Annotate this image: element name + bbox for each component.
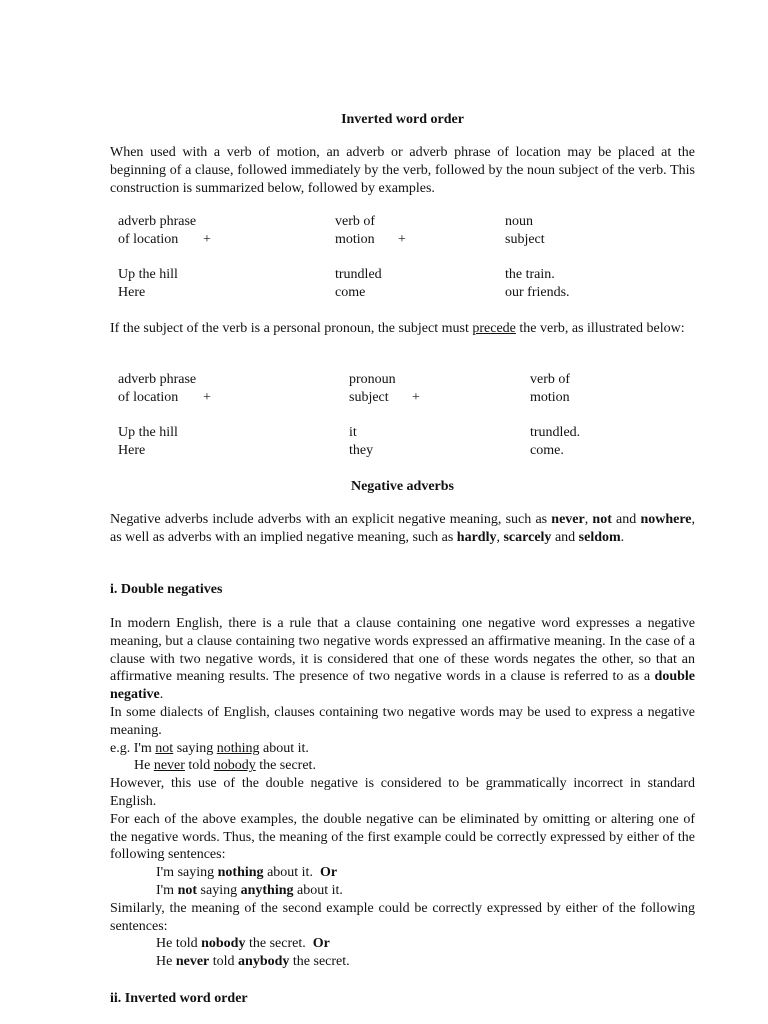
construction-table-pronoun (118, 371, 678, 460)
table-header-cell: subject (505, 231, 545, 247)
text-run: I'm (156, 882, 178, 898)
text-run: and (551, 529, 579, 545)
table-header-cell: motion (335, 231, 375, 247)
table-header-cell: of location (118, 389, 179, 405)
heading-negative-adverbs: Negative adverbs (350, 479, 455, 494)
text-run: . (159, 687, 164, 703)
text-run: , (584, 512, 593, 527)
table-header-cell: verb of (335, 214, 376, 229)
table-row (118, 266, 678, 284)
construction-table-noun (118, 213, 678, 302)
table-cell: the train. (505, 267, 555, 283)
example-line (110, 757, 695, 775)
pronoun-paragraph (110, 320, 695, 338)
similarly-paragraph: Similarly, the meaning of the second example could be correctly expressed by either of the following sentences: (110, 900, 695, 934)
negative-adverbs-paragraph (110, 511, 695, 547)
table-cell: Here (118, 443, 146, 459)
table-cell: Up the hill (118, 267, 178, 283)
plus-sign: + (203, 389, 211, 405)
foreach-paragraph: For each of the above examples, the double negative can be eliminated by omitting or altering one of the negative words. Thus, the meaning of the first example could be correctly expressed by either of the following sentences: (110, 811, 695, 863)
bold-term: nobody (201, 936, 246, 952)
bold-term: not (592, 512, 612, 527)
text-run: about it. (259, 740, 309, 756)
text-run: He told (156, 936, 202, 952)
text-run: I'm saying (156, 865, 218, 881)
text-run: the secret. (289, 954, 350, 970)
table-cell: trundled. (530, 425, 581, 441)
table-cell: Up the hill (118, 425, 178, 441)
table-row (118, 442, 678, 460)
example-line (110, 740, 695, 758)
heading-double-negatives: i. Double negatives (110, 582, 223, 597)
text-run: the verb, as illustrated below: (515, 321, 685, 336)
text-run: and (611, 512, 641, 527)
bold-term: never (175, 954, 210, 970)
bold-term: nowhere (640, 512, 692, 527)
table-header-cell: verb of (530, 372, 571, 387)
table-cell: come (335, 285, 366, 301)
table-cell: Here (118, 285, 146, 301)
double-negatives-body (110, 615, 695, 971)
bold-term: not (177, 882, 198, 898)
text-run: Negative adverbs include adverbs with an explicit negative meaning, such as (110, 512, 552, 527)
table-header-cell: subject (349, 389, 389, 405)
text-run: told (209, 954, 239, 970)
table-header-row (118, 231, 678, 249)
corrected-sentence (110, 864, 695, 882)
underlined-word: precede (472, 321, 516, 336)
underlined-word: never (153, 758, 185, 774)
table-spacer-row (118, 407, 678, 425)
text-run: told (184, 758, 214, 774)
text-run: the secret. (255, 758, 316, 774)
bold-term: anybody (238, 954, 290, 970)
table-header-cell: adverb phrase (118, 372, 197, 387)
bold-term: double negative (110, 669, 695, 703)
text-run: saying (173, 740, 217, 756)
text-run: He (134, 758, 154, 774)
table-row (118, 424, 678, 442)
corrected-sentence (110, 953, 695, 971)
text-run: . (620, 529, 625, 545)
underlined-word: nobody (213, 758, 256, 774)
table-header-cell: pronoun (349, 372, 396, 387)
table-cell: it (349, 425, 357, 441)
bold-term: seldom (578, 529, 621, 545)
bold-term: scarcely (503, 529, 552, 545)
underlined-word: not (155, 740, 174, 756)
table-cell: they (349, 443, 374, 459)
text-run: , (496, 529, 504, 545)
table-cell: come. (530, 443, 564, 459)
table-cell: trundled (335, 267, 382, 283)
text-run: about it. (293, 882, 343, 898)
bold-term: never (551, 512, 585, 527)
bold-term: nothing (217, 865, 264, 881)
text-run: the secret. (245, 936, 313, 952)
corrected-sentence (110, 882, 695, 900)
table-row (118, 284, 678, 302)
bold-term: Or (312, 936, 330, 952)
bold-term: hardly (456, 529, 497, 545)
text-run: If the subject of the verb is a personal pronoun, the subject must (110, 321, 473, 336)
table-header-row (118, 213, 678, 231)
text-run: , as well as adverbs with an implied negative meaning, such as (110, 512, 696, 545)
text-run: about it. (263, 865, 320, 881)
plus-sign: + (203, 231, 211, 247)
dialect-paragraph: In some dialects of English, clauses containing two negative words may be used to express a negative meaning. (110, 704, 695, 738)
table-cell: our friends. (505, 285, 570, 301)
text-run: In modern English, there is a rule that a clause containing one negative word expresses a negative meaning, but a clause containing two negative words expressed an affirmative meaning. In the case of a clause with two negative words, it is considered that one of these words negates the other, so that an affirmative meaning results. The presence of two negative words in a clause is referred to as a (110, 616, 695, 685)
heading-inverted-word-order: Inverted word order (341, 112, 464, 127)
however-paragraph: However, this use of the double negative is considered to be grammatically incorrect in standard English. (110, 776, 695, 809)
table-header-cell: of location (118, 231, 179, 247)
table-header-row (118, 371, 678, 389)
table-header-cell: adverb phrase (118, 214, 197, 229)
intro-paragraph: When used with a verb of motion, an adverb or adverb phrase of location may be placed at the beginning of a clause, followed immediately by the verb, followed by the noun subject of the verb. This construction is summarized below, followed by examples. (110, 145, 695, 196)
bold-term: anything (240, 882, 294, 898)
double-negative-definition (110, 615, 695, 704)
table-spacer-row (118, 249, 678, 267)
table-header-cell: motion (530, 389, 570, 405)
text-run: e.g. I'm (110, 740, 156, 756)
bold-term: Or (319, 865, 338, 881)
table-header-row (118, 389, 678, 407)
plus-sign: + (412, 389, 420, 405)
table-header-cell: noun (505, 214, 533, 229)
corrected-sentence (110, 935, 695, 953)
text-run: saying (197, 882, 241, 898)
heading-inverted-word-order-section: ii. Inverted word order (110, 991, 248, 1006)
text-run: He (156, 954, 176, 970)
underlined-word: nothing (216, 740, 260, 756)
plus-sign: + (398, 231, 406, 247)
